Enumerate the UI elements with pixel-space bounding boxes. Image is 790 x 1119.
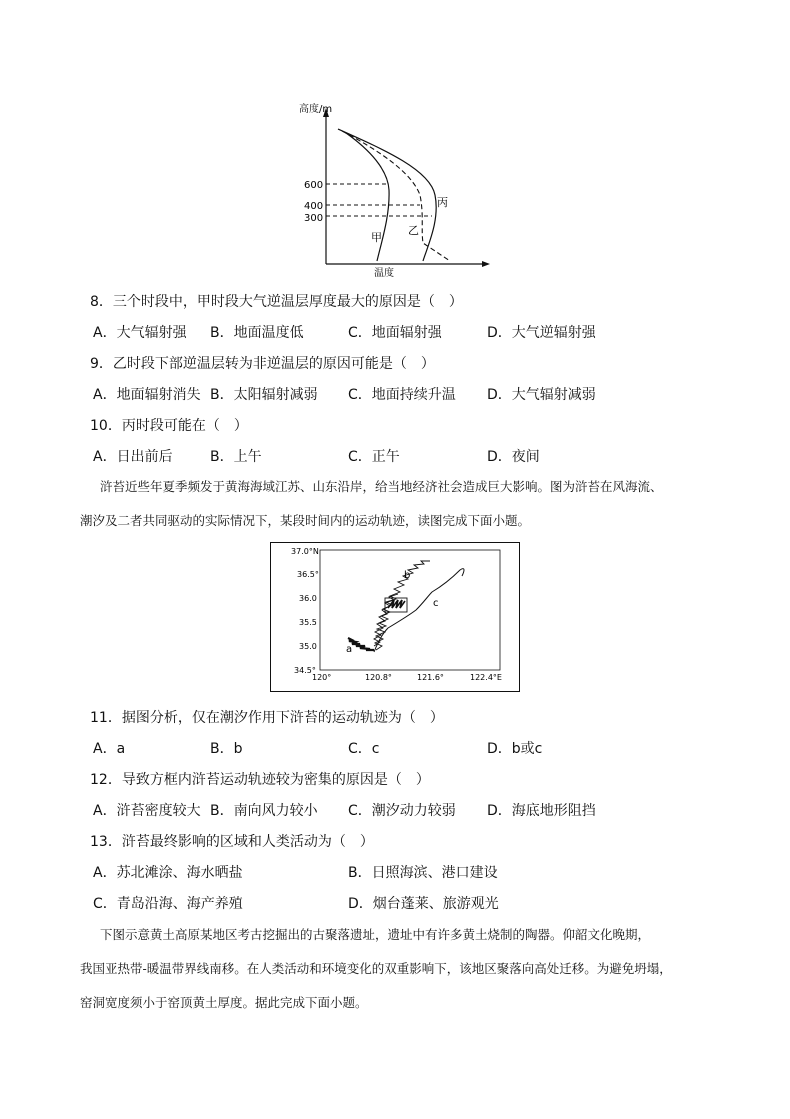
lon-tick-120: 120° — [312, 673, 332, 682]
question-12-option-d[interactable]: D．海底地形阻挡 — [487, 803, 596, 819]
question-12-option-a[interactable]: A．浒苔密度较大 — [93, 803, 201, 819]
passage-loess-settlement — [80, 918, 730, 1020]
question-9-option-a[interactable]: A．地面辐射消失 — [93, 387, 201, 403]
question-11-option-b[interactable]: B．b — [210, 741, 243, 757]
question-10-stem: 10．丙时段可能在（ ） — [90, 418, 248, 434]
passage-loess-settlement-line-1: 下图示意黄土高原某地区考古挖掘出的古聚落遗址，遗址中有许多黄土烧制的陶器。仰韶文化晚期， — [100, 927, 651, 942]
question-13-option-a[interactable]: A．苏北滩涂、海水晒盐 — [93, 865, 243, 881]
coastline — [374, 569, 464, 652]
x-axis-label: 温度 — [374, 268, 394, 279]
question-9-stem: 9．乙时段下部逆温层转为非逆温层的原因可能是（ ） — [90, 356, 435, 372]
question-11-stem: 11．据图分析，仅在潮汐作用下浒苔的运动轨迹为（ ） — [90, 710, 444, 726]
question-11-option-a[interactable]: A．a — [93, 741, 126, 757]
curve-bing — [338, 129, 436, 261]
label-yi: 乙 — [408, 224, 419, 237]
question-8-option-c[interactable]: C．地面辐射强 — [348, 325, 442, 341]
question-10-option-a[interactable]: A．日出前后 — [93, 449, 173, 465]
y-axis-label: 高度/m — [299, 104, 333, 115]
curve-jia — [346, 133, 389, 261]
question-8-option-b[interactable]: B．地面温度低 — [210, 325, 304, 341]
question-12-option-c[interactable]: C．潮汐动力较弱 — [348, 803, 456, 819]
lon-tick-1224: 122.4°E — [470, 673, 502, 682]
lon-tick-1208: 120.8° — [365, 673, 392, 682]
tick-400: 400 — [304, 201, 324, 212]
passage-loess-settlement-line-3: 窑洞宽度须小于窑顶黄土厚度。据此完成下面小题。 — [80, 995, 368, 1010]
question-13-option-c[interactable]: C．青岛沿海、海产养殖 — [93, 896, 243, 912]
lat-tick-35: 35.0 — [299, 642, 317, 651]
track-label-a: a — [346, 644, 353, 655]
question-11-option-d[interactable]: D．b或c — [487, 741, 543, 757]
lon-tick-1216: 121.6° — [417, 673, 444, 682]
question-13-option-d[interactable]: D．烟台蓬莱、旅游观光 — [348, 896, 499, 912]
passage-enteromorpha — [80, 470, 730, 538]
tick-600: 600 — [304, 180, 324, 191]
x-axis-arrow — [482, 261, 490, 267]
question-9-option-c[interactable]: C．地面持续升温 — [348, 387, 456, 403]
temperature-height-diagram — [290, 95, 500, 280]
question-12-stem: 12．导致方框内浒苔运动轨迹较为密集的原因是（ ） — [90, 772, 430, 788]
passage-enteromorpha-line-2: 潮汐及二者共同驱动的实际情况下，某段时间内的运动轨迹，读图完成下面小题。 — [80, 513, 531, 528]
track-label-c: c — [433, 598, 439, 609]
tick-300: 300 — [304, 213, 324, 224]
question-13-stem: 13．浒苔最终影响的区域和人类活动为（ ） — [90, 834, 374, 850]
lat-tick-365: 36.5° — [297, 570, 319, 579]
lat-tick-37: 37.0°N — [291, 547, 319, 556]
label-jia: 甲 — [371, 231, 382, 244]
question-10-option-c[interactable]: C．正午 — [348, 449, 400, 465]
track-label-b: b — [404, 570, 411, 581]
question-9-option-d[interactable]: D．大气辐射减弱 — [487, 387, 596, 403]
passage-loess-settlement-line-2: 我国亚热带-暖温带界线南移。在人类活动和环境变化的双重影响下，该地区聚落向高处迁移。为避免坍塌， — [80, 961, 672, 976]
question-8-option-d[interactable]: D．大气逆辐射强 — [487, 325, 596, 341]
drift-track-map — [270, 542, 520, 692]
label-bing: 丙 — [437, 196, 448, 209]
question-12-option-b[interactable]: B．南向风力较小 — [210, 803, 318, 819]
question-8-stem: 8．三个时段中，甲时段大气逆温层厚度最大的原因是（ ） — [90, 294, 463, 310]
question-9-option-b[interactable]: B．太阳辐射减弱 — [210, 387, 318, 403]
lat-tick-355: 35.5 — [299, 618, 317, 627]
question-11-option-c[interactable]: C．c — [348, 741, 380, 757]
question-8-option-a[interactable]: A．大气辐射强 — [93, 325, 187, 341]
question-10-option-d[interactable]: D．夜间 — [487, 449, 540, 465]
passage-enteromorpha-line-1: 浒苔近些年夏季频发于黄海海域江苏、山东沿岸，给当地经济社会造成巨大影响。图为浒苔在风海流、 — [100, 479, 663, 494]
curve-yi — [342, 131, 450, 261]
question-13-option-b[interactable]: B．日照海滨、港口建设 — [348, 865, 498, 881]
lat-tick-345: 34.5° — [294, 666, 316, 675]
question-10-option-b[interactable]: B．上午 — [210, 449, 262, 465]
lat-tick-36: 36.0 — [299, 594, 317, 603]
